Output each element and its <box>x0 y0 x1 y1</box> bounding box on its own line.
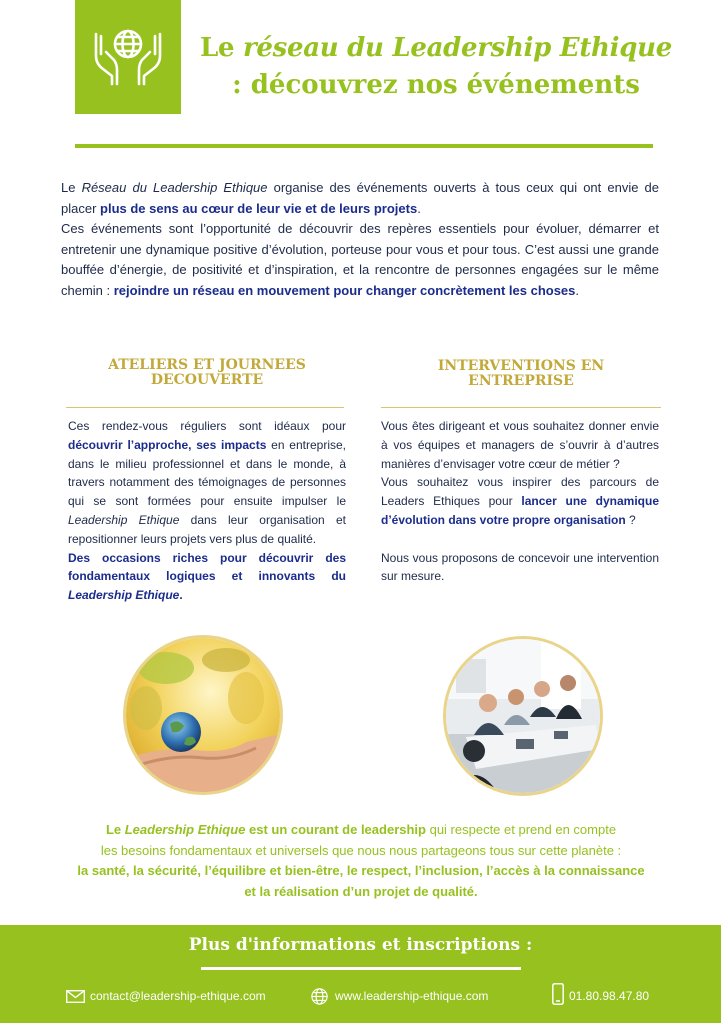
interventions-paragraph-2: Vous souhaitez vous inspirer des parcours de Leaders Ethiques pour lancer une dynamique d’évolution dans votre propre organisation ? <box>381 475 659 527</box>
interventions-divider <box>381 407 661 408</box>
statement-line-2: les besoins fondamentaux et universels que nous nous partageons tous sur cette planète : <box>100 842 622 858</box>
statement-line-3: la santé, la sécurité, l’équilibre et bien-être, le respect, l’inclusion, l’accès à la connaissance <box>77 863 645 878</box>
leadership-statement <box>50 820 672 902</box>
footer-divider <box>201 967 521 970</box>
intro-paragraph-2: Ces événements sont l’opportunité de découvrir des repères essentiels pour évoluer, démarrer et entretenir une dynamique positive d’évolution, porteuse pour vous et pour tous. C’est aussi une grande bouffée d’énergie, de positivité et d’inspiration, et la rencontre de personnes engagées sur le même chemin : rejoindre un réseau en mouvement pour changer concrètement les choses. <box>61 221 659 298</box>
website-link[interactable]: www.leadership-ethique.com <box>335 989 489 1003</box>
ateliers-divider <box>66 407 344 408</box>
ateliers-paragraph: Ces rendez-vous réguliers sont idéaux pour découvrir l’approche, ses impacts en entreprise, dans le milieu professionnel et dans le monde, à travers notamment des témoignages de personnes qui se sont formées pour ensuite impulser le Leadership Ethique dans leur organisation et repositionner leurs projets vers plus de qualité. <box>68 419 346 546</box>
title-divider <box>75 144 653 148</box>
smartphone-icon <box>552 983 564 1005</box>
interventions-paragraph-1: Vous êtes dirigeant et vous souhaitez donner envie à vos équipes et managers de s’ouvrir à d’autres manières d’envisager votre cœur de métier ? <box>381 419 659 471</box>
interventions-paragraph-3: Nous vous proposons de concevoir une intervention sur mesure. <box>381 550 659 584</box>
statement-line-1: Le Leadership Ethique est un courant de leadership qui respecte et prend en compte <box>105 822 617 837</box>
intro-paragraph-1: Le Réseau du Leadership Ethique organise des événements ouverts à tous ceux qui ont envie de placer plus de sens au cœur de leur vie et de leurs projets. <box>61 180 659 216</box>
page-title: Le réseau du Leadership Ethique : découvrez nos événements <box>196 30 676 104</box>
ateliers-text <box>68 417 346 605</box>
intro-text <box>61 178 659 302</box>
title-italic: réseau du Leadership Ethique <box>243 33 672 63</box>
email-link[interactable]: contact@leadership-ethique.com <box>90 989 266 1003</box>
business-meeting-photo <box>443 636 603 796</box>
interventions-text <box>381 417 659 586</box>
interventions-heading: INTERVENTIONS EN ENTREPRISE <box>437 358 605 389</box>
envelope-icon <box>66 990 85 1003</box>
title-line-2: : découvrez nos événements <box>232 70 640 100</box>
phone-number[interactable]: 01.80.98.47.80 <box>569 989 650 1003</box>
statement-line-4: et la réalisation d’un projet de qualité. <box>244 883 478 899</box>
globe-icon <box>311 988 328 1005</box>
ateliers-bold-paragraph: Des occasions riches pour découvrir des fondamentaux logiques et innovants du Leadership Ethique. <box>68 550 346 603</box>
footer-title: Plus d'informations et inscriptions : <box>188 935 533 955</box>
ateliers-heading: ATELIERS ET JOURNEES DECOUVERTE <box>108 357 306 388</box>
logo-box <box>75 0 181 114</box>
hands-globe-icon <box>88 16 168 96</box>
globe-in-hand-photo <box>123 635 283 795</box>
